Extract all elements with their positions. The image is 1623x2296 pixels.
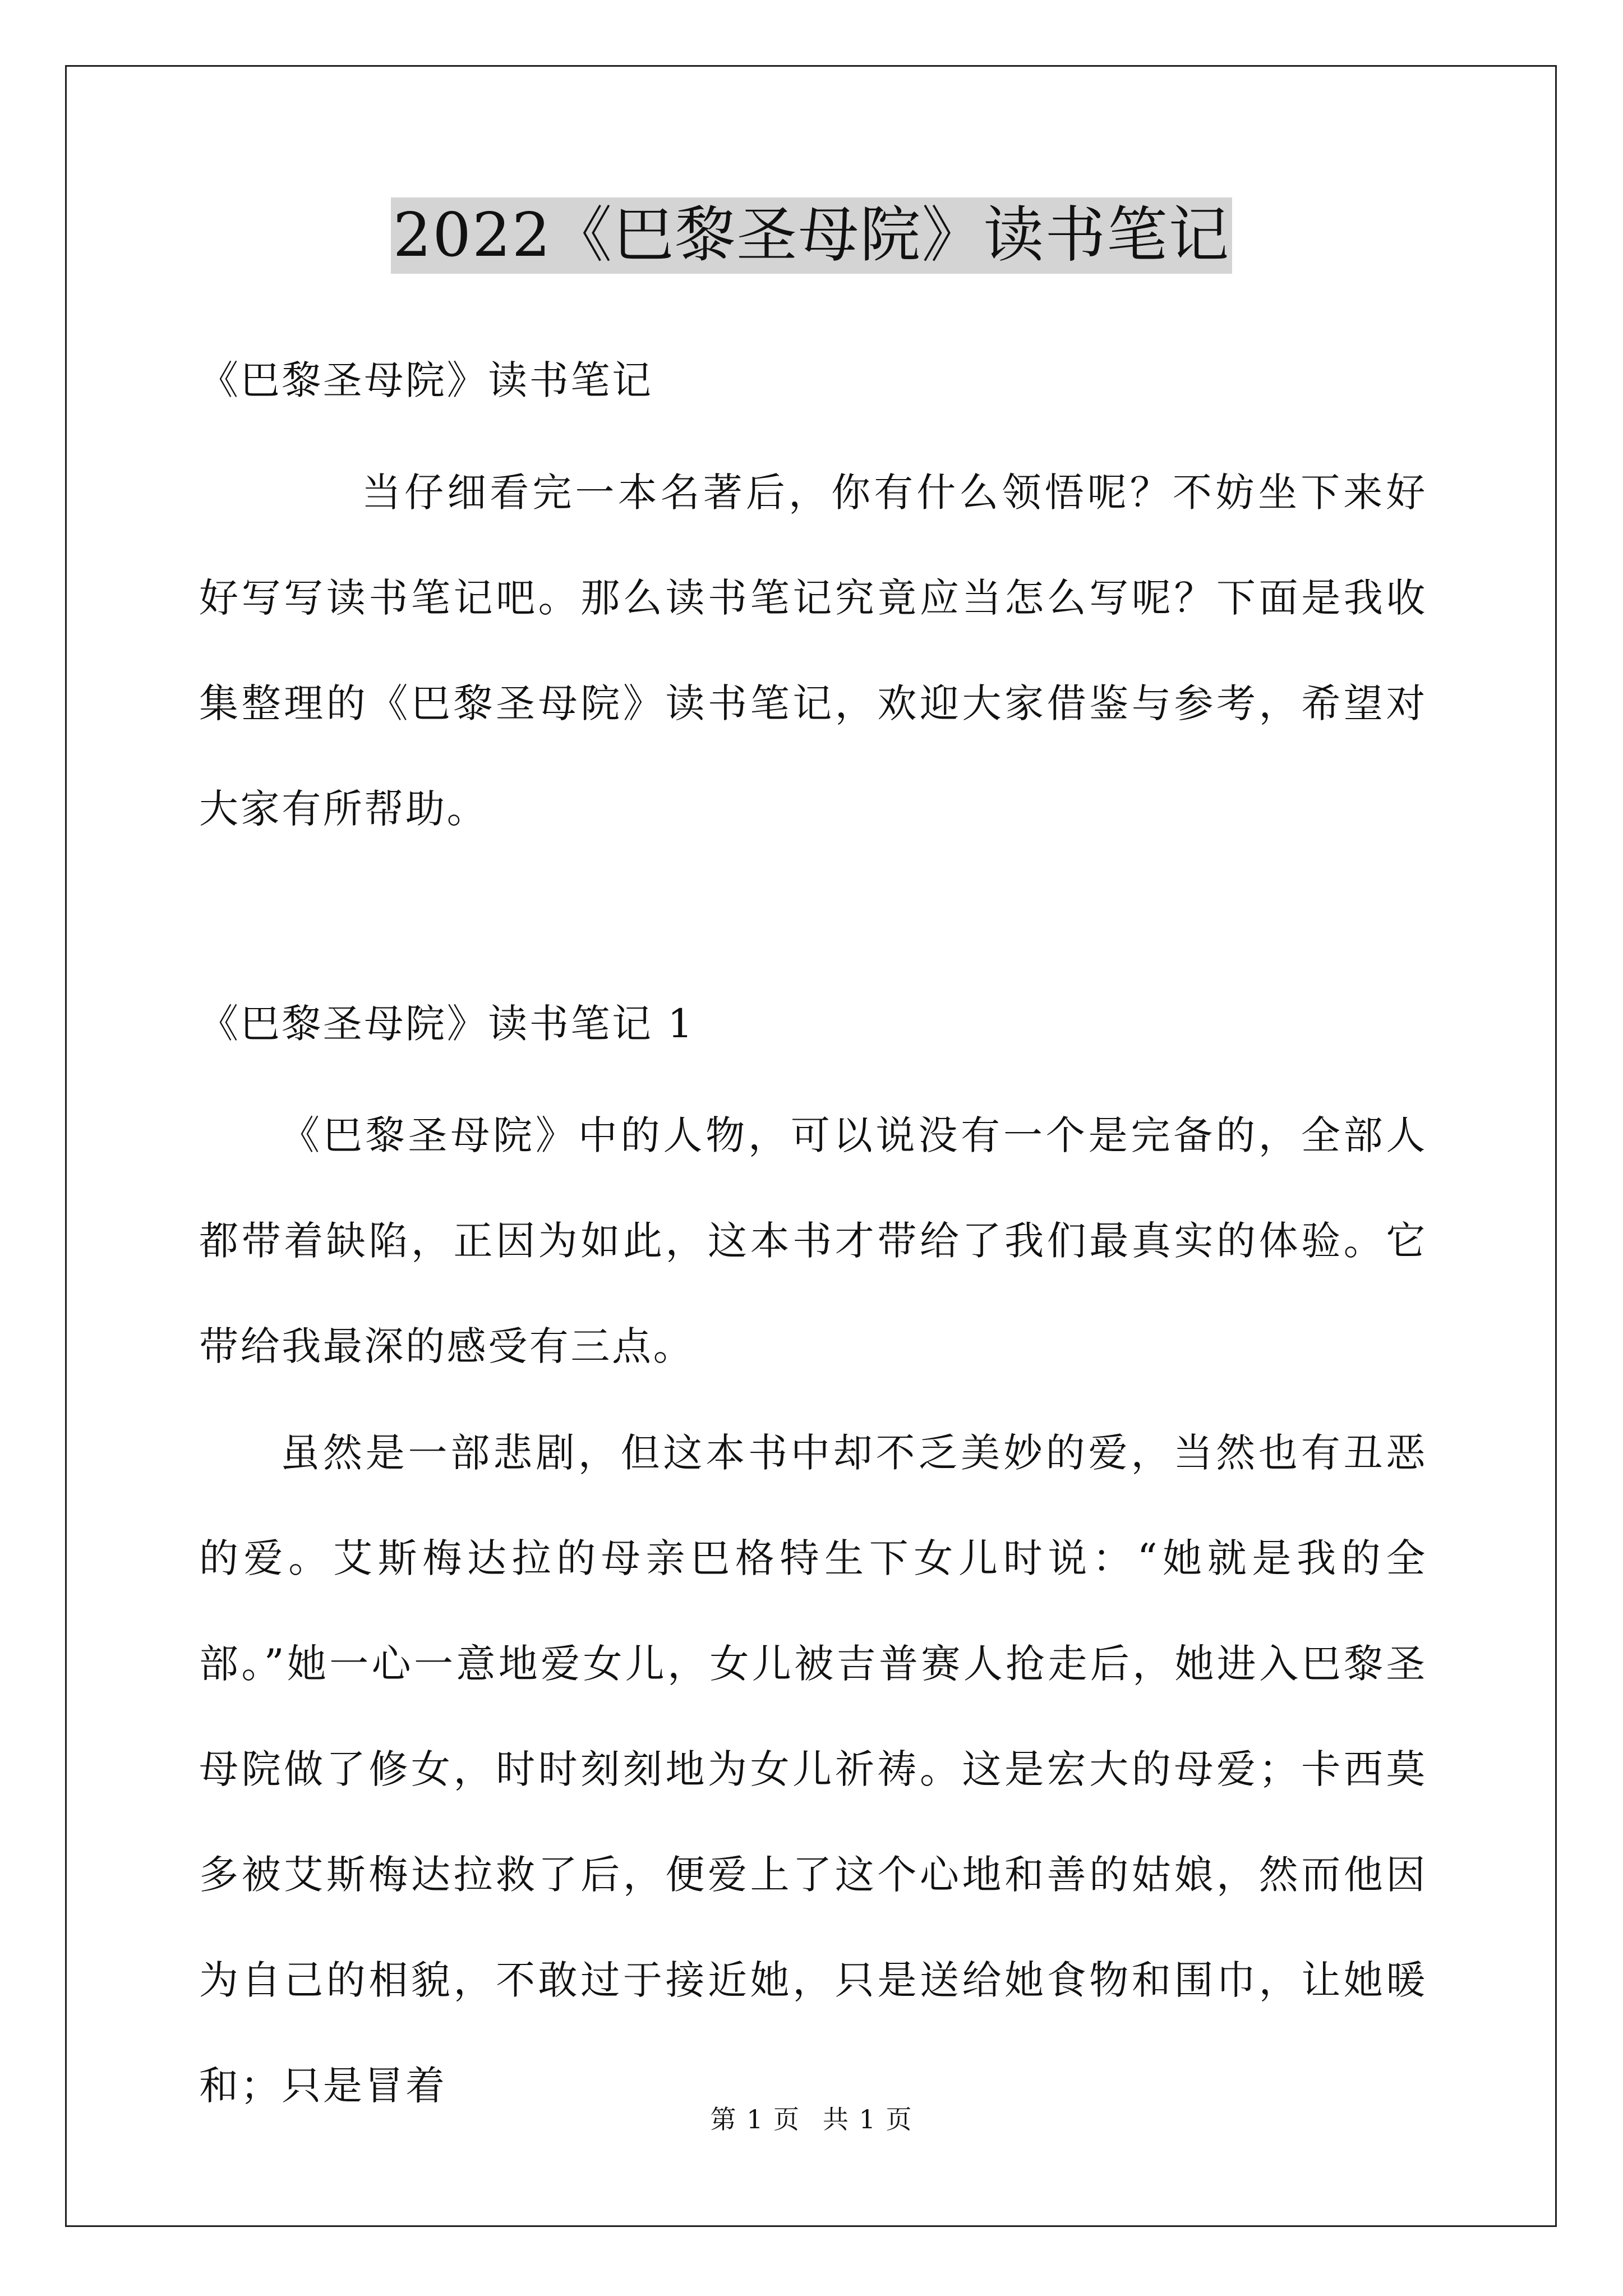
intro-paragraph: 当仔细看完一本名著后，你有什么领悟呢？不妨坐下来好好写写读书笔记吧。那么读书笔记究竟应当怎么写呢？下面是我收集整理的《巴黎圣母院》读书笔记，欢迎大家借鉴与参考，希望对大家有所帮助。	[199, 470, 1427, 832]
document-subtitle: 《巴黎圣母院》读书笔记	[199, 357, 653, 403]
body-paragraph-1: 《巴黎圣母院》中的人物，可以说没有一个是完备的，全部人都带着缺陷，正因为如此，这本书才带给了我们最真实的体验。它带给我最深的感受有三点。	[199, 1112, 1427, 1369]
title-container	[0, 197, 1623, 274]
page-footer	[0, 2102, 1623, 2136]
section-heading: 《巴黎圣母院》读书笔记 1	[199, 1001, 695, 1047]
document-title: 2022《巴黎圣母院》读书笔记	[391, 197, 1233, 274]
page-number: 第 1 页	[710, 2104, 800, 2134]
body-paragraph-2: 虽然是一部悲剧，但这本书中却不乏美妙的爱，当然也有丑恶的爱。艾斯梅达拉的母亲巴格特生下女儿时说：“她就是我的全部。”她一心一意地爱女儿，女儿被吉普赛人抢走后，她进入巴黎圣母院做了修女，时时刻刻地为女儿祈祷。这是宏大的母爱；卡西莫多被艾斯梅达拉救了后，便爱上了这个心地和善的姑娘，然而他因为自己的相貌，不敢过于接近她，只是送给她食物和围巾，让她暖和；只是冒着	[199, 1430, 1427, 2109]
page-total: 共 1 页	[823, 2104, 913, 2134]
